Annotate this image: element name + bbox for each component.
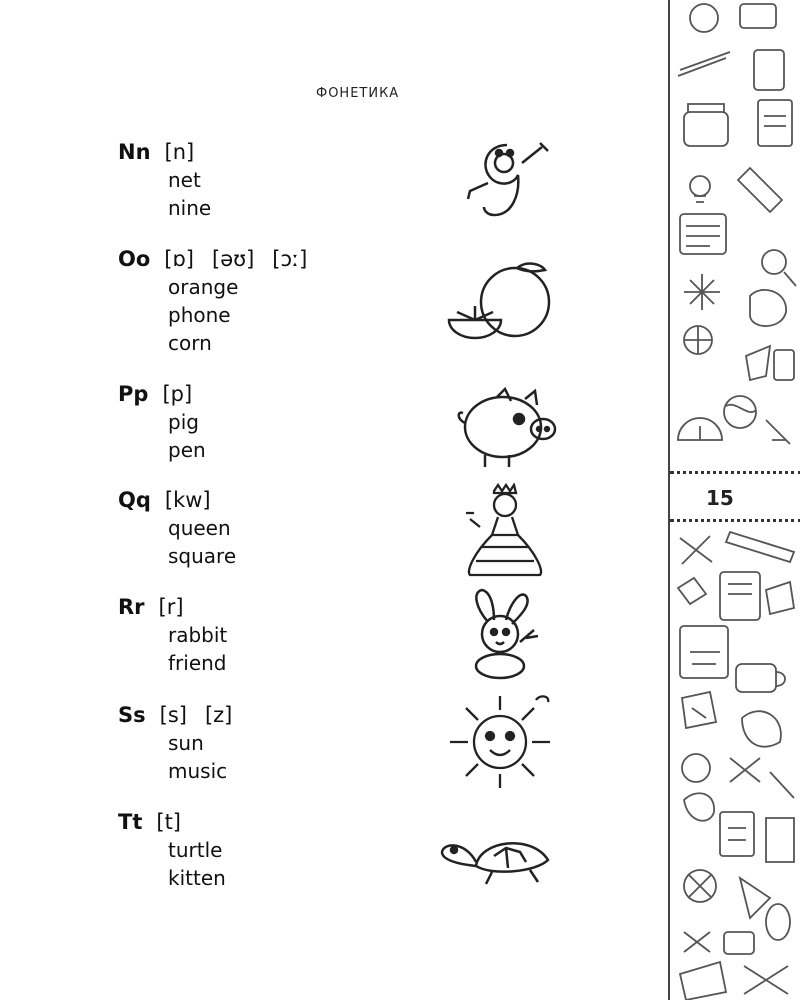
entry-letter: Nn: [118, 140, 151, 164]
queen-icon: [460, 483, 550, 578]
entry-letter: Rr: [118, 595, 145, 619]
entry-word: phone: [168, 303, 231, 327]
sun-icon: [440, 692, 560, 790]
entry-word: corn: [168, 331, 212, 355]
doodle-pattern: [670, 522, 800, 1000]
phonics-entry-p: [118, 380, 210, 464]
entry-phoneme: [ɒ]: [164, 247, 194, 271]
entry-phoneme: [əʊ]: [212, 247, 255, 271]
dotted-divider: [670, 471, 800, 474]
nine-digit-icon: [452, 135, 562, 230]
entry-word: friend: [168, 651, 227, 675]
orange-fruit-icon: [445, 258, 560, 343]
entry-word: turtle: [168, 838, 223, 862]
entry-letter: Oo: [118, 247, 151, 271]
entry-phoneme: [t]: [156, 810, 181, 834]
decorative-side-panel: [668, 0, 800, 1000]
doodle-pattern: [670, 0, 800, 468]
pig-icon: [445, 385, 563, 470]
phonics-entry-n: [118, 138, 212, 222]
entry-word: pen: [168, 438, 206, 462]
entry-word: net: [168, 168, 201, 192]
entry-phoneme: [kw]: [164, 488, 211, 512]
entry-phoneme: [r]: [158, 595, 184, 619]
entry-word: queen: [168, 516, 231, 540]
entry-phoneme: [s]: [159, 703, 187, 727]
entry-word: kitten: [168, 866, 226, 890]
entry-phoneme: [ɔː]: [272, 247, 308, 271]
section-title: ФОНЕТИКА: [316, 86, 400, 101]
entry-letter: Pp: [118, 382, 149, 406]
entry-word: nine: [168, 196, 212, 220]
entry-word: orange: [168, 275, 239, 299]
entry-phoneme: [p]: [162, 382, 193, 406]
entry-word: music: [168, 759, 228, 783]
phonics-entry-r: [118, 593, 227, 677]
entry-letter: Qq: [118, 488, 151, 512]
entry-phoneme: [z]: [204, 703, 233, 727]
turtle-icon: [436, 822, 556, 892]
entry-phoneme: [n]: [164, 140, 195, 164]
entry-word: square: [168, 544, 237, 568]
entry-word: sun: [168, 731, 204, 755]
entry-letter: Ss: [118, 703, 146, 727]
rabbit-icon: [450, 588, 550, 680]
phonics-entry-o: [118, 245, 325, 357]
phonics-entry-q: [118, 486, 236, 570]
entry-word: rabbit: [168, 623, 228, 647]
entry-letter: Tt: [118, 810, 143, 834]
entry-word: pig: [168, 410, 199, 434]
phonics-entry-s: [118, 701, 250, 785]
page-number: 15: [706, 486, 734, 510]
phonics-entry-t: [118, 808, 226, 892]
